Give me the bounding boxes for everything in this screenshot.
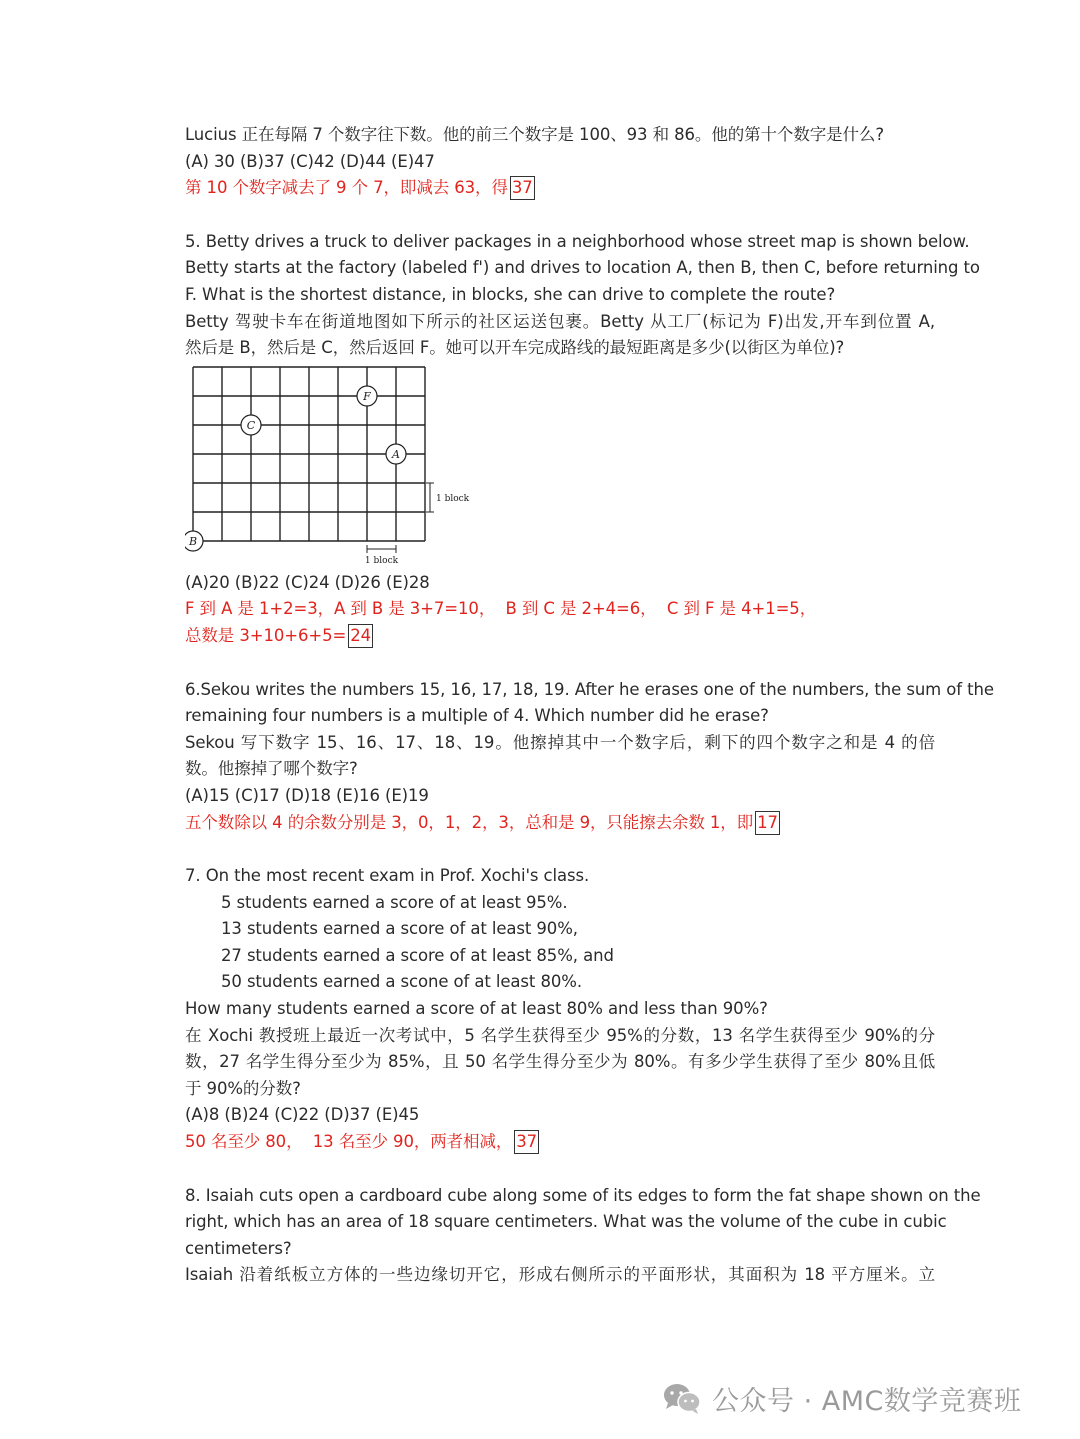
marker-f-label: F (363, 389, 371, 403)
q7-en-title: 7. On the most recent exam in Prof. Xochi's class. (185, 866, 590, 886)
q6-choices: (A)15 (C)17 (D)18 (E)16 (E)19 (185, 785, 429, 805)
q6-solution (185, 810, 935, 837)
q8-en-line-1: 8. Isaiah cuts open a cardboard cube along some of its edges to form the fat shape shown on the (185, 1185, 981, 1205)
q5-answer-box: 24 (348, 624, 373, 648)
q4-section (185, 122, 935, 202)
q6-zh-line-1: Sekou 写下数字 15、16、17、18、19。他擦掉其中一个数字后，剩下的四个数字之和是 4 的倍 (185, 732, 935, 752)
q4-choices: (A) 30 (B)37 (C)42 (D)44 (E)47 (185, 151, 435, 171)
q7-zh-line-1: 在 Xochi 教授班上最近一次考试中，5 名学生获得至少 95%的分数，13 名学生获得至少 90%的分 (185, 1025, 935, 1045)
q7-item-4: 50 students earned a scone of at least 80%. (221, 972, 582, 992)
q8-section (185, 1183, 981, 1289)
marker-a-label: A (392, 447, 400, 461)
street-map-figure (185, 366, 505, 570)
marker-b-label: B (188, 534, 198, 548)
q5-zh-line-2: 然后是 B，然后是 C，然后返回 F。她可以开车完成路线的最短距离是多少(以街区为单位)? (185, 338, 845, 358)
q5-section (185, 229, 980, 650)
q5-en-line-3: F. What is the shortest distance, in blocks, she can drive to complete the route? (185, 284, 836, 304)
q7-solution (185, 1129, 935, 1156)
watermark (662, 1376, 1021, 1420)
q6-answer-box: 17 (755, 811, 780, 835)
marker-c-label: C (246, 418, 256, 432)
q6-zh-line-2: 数。他擦掉了哪个数字? (185, 759, 358, 779)
q7-solution-text: 50 名至少 80， 13 名至少 90，两者相减， (185, 1132, 513, 1152)
q7-zh-line-3: 于 90%的分数? (185, 1078, 301, 1098)
q7-en-question: How many students earned a score of at least 80% and less than 90%? (185, 999, 768, 1019)
q4-solution (185, 175, 935, 202)
q4-answer-box: 37 (510, 176, 535, 200)
horizontal-scale (367, 545, 396, 553)
q6-en-line-2: remaining four numbers is a multiple of 4. Which number did he erase? (185, 706, 769, 726)
q7-item-1: 5 students earned a score of at least 95%. (221, 892, 568, 912)
street-map-grid (185, 366, 505, 570)
q8-en-line-2: right, which has an area of 18 square centimeters. What was the volume of the cube in cubic (185, 1212, 947, 1232)
marker-b (185, 531, 203, 551)
q8-zh-line-1: Isaiah 沿着纸板立方体的一些边缘切开它，形成右侧所示的平面形状，其面积为 18 平方厘米。立 (185, 1265, 935, 1285)
q7-section (185, 863, 935, 1156)
wechat-icon (662, 1381, 702, 1415)
q7-item-2: 13 students earned a score of at least 90%, (221, 919, 578, 939)
marker-a (386, 444, 406, 464)
q4-solution-text: 第 10 个数字减去了 9 个 7，即减去 63，得 (185, 178, 508, 198)
q5-zh-line-1: Betty 驾驶卡车在街道地图如下所示的社区运送包裹。Betty 从工厂(标记为 F)出发,开车到位置 A, (185, 311, 935, 331)
q5-en-line-1: 5. Betty drives a truck to deliver packages in a neighborhood whose street map is shown below. (185, 231, 970, 251)
q6-solution-text: 五个数除以 4 的余数分别是 3，0，1，2，3，总和是 9，只能擦去余数 1，即 (185, 812, 754, 832)
q7-zh-line-2: 数，27 名学生得分至少为 85%，且 50 名学生得分至少为 80%。有多少学生获得了至少 80%且低 (185, 1052, 935, 1072)
q5-choices: (A)20 (B)22 (C)24 (D)26 (E)28 (185, 572, 430, 592)
document-page (185, 122, 994, 1289)
vertical-scale (426, 483, 434, 512)
q6-en-line-1: 6.Sekou writes the numbers 15, 16, 17, 18, 19. After he erases one of the numbers, the sum of the (185, 679, 994, 699)
horizontal-scale-label: 1 block (364, 555, 399, 566)
marker-c (241, 415, 261, 435)
q6-section (185, 677, 994, 837)
q7-choices: (A)8 (B)24 (C)22 (D)37 (E)45 (185, 1105, 420, 1125)
q8-en-line-3: centimeters? (185, 1238, 292, 1258)
watermark-text: 公众号 · AMC数学竞赛班 (712, 1385, 1022, 1417)
q7-answer-box: 37 (514, 1130, 539, 1154)
marker-f (357, 386, 377, 406)
q4-question: Lucius 正在每隔 7 个数字往下数。他的前三个数字是 100、93 和 86。他的第十个数字是什么? (185, 125, 884, 144)
q7-item-3: 27 students earned a score of at least 85%, and (221, 945, 614, 965)
vertical-scale-label: 1 block (436, 493, 470, 504)
q5-solution-2 (185, 623, 935, 650)
q5-solution-text: 总数是 3+10+6+5= (185, 625, 347, 645)
q5-en-line-2: Betty starts at the factory (labeled f') and drives to location A, then B, then C, before returning to (185, 258, 980, 278)
q5-solution-1: F 到 A 是 1+2=3，A 到 B 是 3+7=10， B 到 C 是 2+4=6， C 到 F 是 4+1=5， (185, 599, 817, 619)
